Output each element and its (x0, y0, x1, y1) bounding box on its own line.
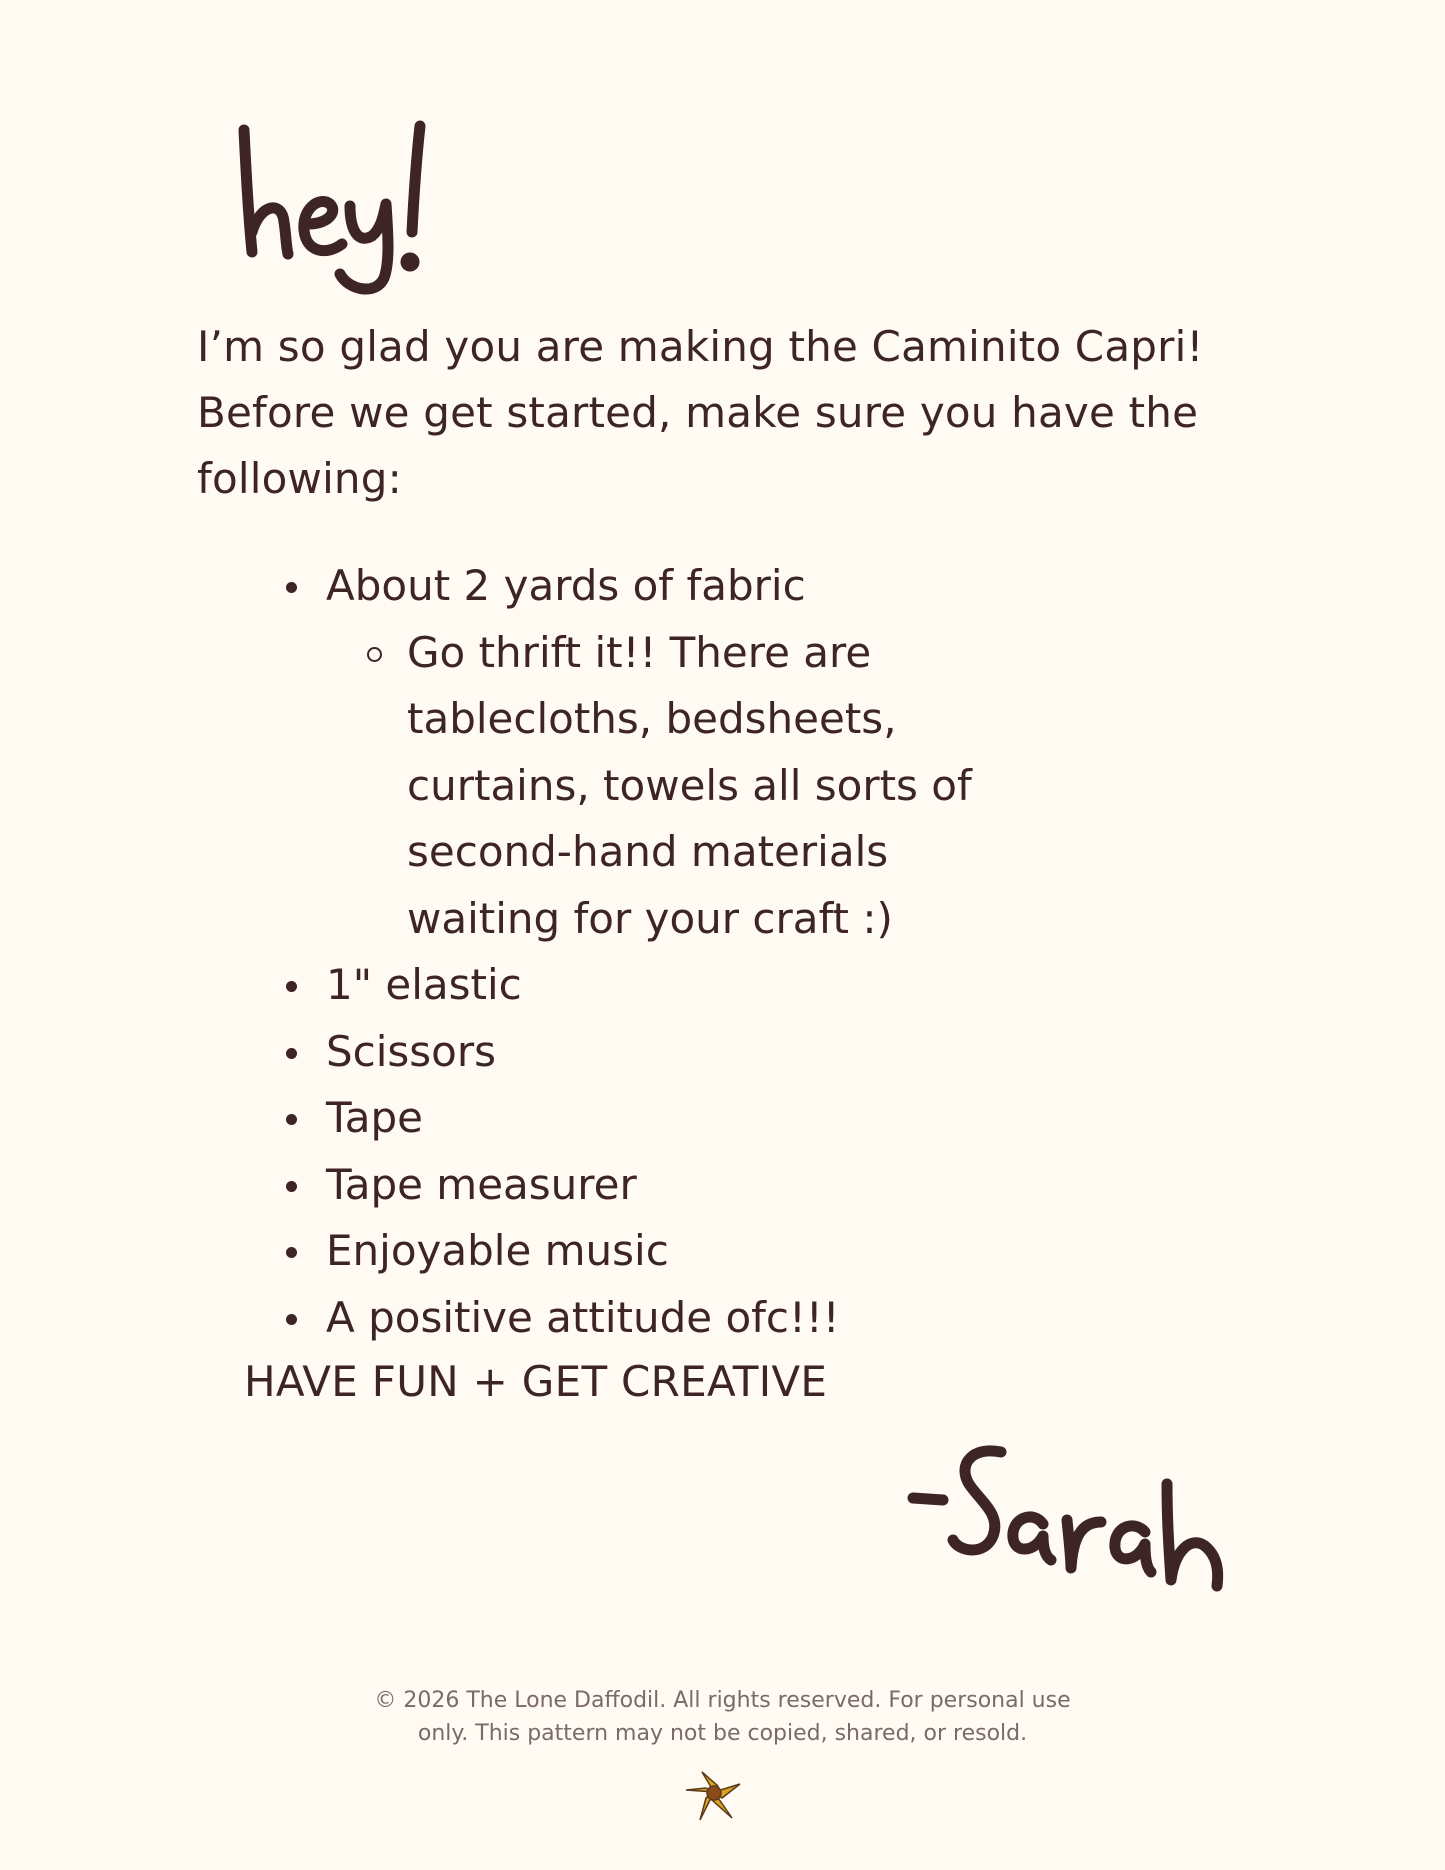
supplies-sublist (326, 620, 1246, 953)
list-item-label: About 2 yards of fabric (326, 561, 806, 610)
list-item-label: A positive attitude ofc!!! (326, 1292, 840, 1342)
list-item (266, 1085, 1246, 1152)
signature (905, 1440, 1235, 1610)
handwritten-greeting (230, 112, 450, 297)
list-item (266, 1285, 1246, 1352)
list-item-label: 1" elastic (326, 960, 522, 1009)
list-item-label: Scissors (326, 1026, 497, 1076)
list-item (266, 1218, 1246, 1285)
list-item (266, 1019, 1246, 1086)
sublist-item (407, 620, 1246, 953)
list-item (266, 1152, 1246, 1219)
closing-line: HAVE FUN + GET CREATIVE (244, 1357, 828, 1406)
sublist-item-label: Go thrift it!! There are tablecloths, bedsheets, curtains, towels all sorts of second-hand materials waiting for your craft :) (407, 627, 972, 943)
list-item-label: Tape measurer (326, 1159, 637, 1209)
daffodil-logo-icon (682, 1768, 746, 1822)
list-item (266, 952, 1246, 1019)
list-item-label: Tape (326, 1093, 423, 1142)
intro-paragraph: I’m so glad you are making the Caminito Capri! Before we get started, make sure you have the following: (197, 322, 1204, 503)
copyright-notice: © 2026 The Lone Daffodil. All rights reserved. For personal use only. This pattern may not be copied, shared, or resold. (374, 1688, 1071, 1746)
supplies-list (266, 553, 1246, 1351)
list-item-label: Enjoyable music (326, 1226, 669, 1275)
list-item (266, 553, 1246, 952)
